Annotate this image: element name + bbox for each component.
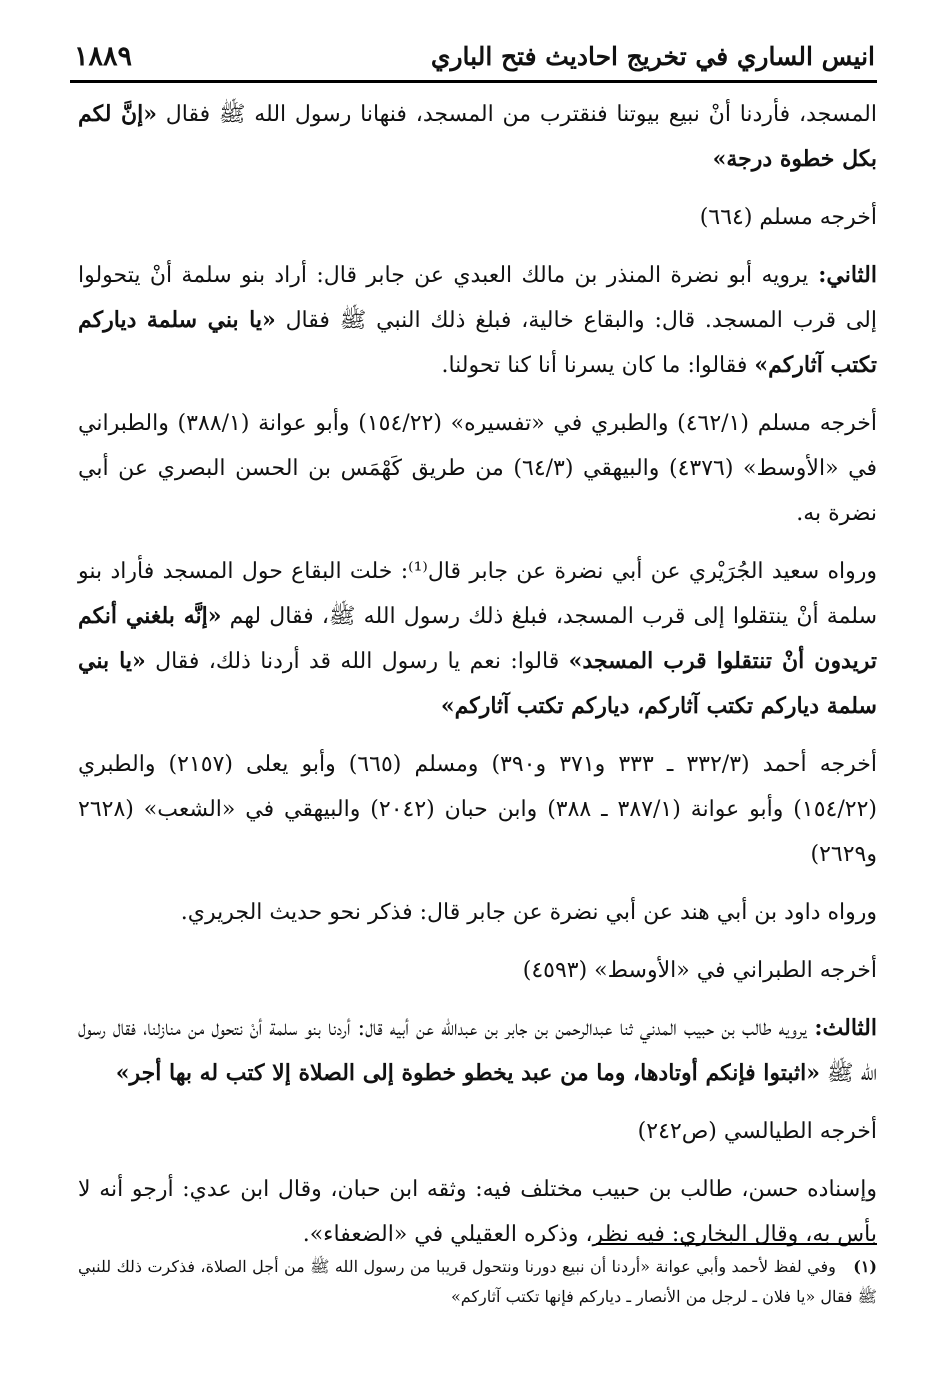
text-run: يرويه طالب بن حبيب المدني ثنا عبدالرحمن بن جابر بن عبدالله عن أبيه قال: أردنا بنو سلمة أنْ نتحول من منازلنا، فقال رسول الله ﷺ <box>78 1016 877 1086</box>
paragraph <box>78 253 877 388</box>
paragraph <box>78 195 877 240</box>
paragraph <box>78 948 877 993</box>
text-run: فقالوا: ما كان يسرنا أنا كنا تحولنا. <box>441 353 755 378</box>
bold-text-run: «اثبتوا فإنكم أوتادها، وما من عبد يخطو خطوة إلى الصلاة إلا كتب له بها أجر» <box>115 1060 820 1086</box>
paragraph <box>78 92 877 182</box>
text-run: قالوا: نعم يا رسول الله قد أردنا ذلك، فقال <box>145 649 569 674</box>
footnote-rule <box>596 1243 877 1245</box>
bold-text-run: الثاني: <box>808 262 877 288</box>
header-rule <box>70 80 877 83</box>
paragraph <box>78 1109 877 1154</box>
bold-text-run: الثالث: <box>806 1015 877 1041</box>
text-run: أخرجه مسلم (٦٦٤) <box>699 205 877 230</box>
text-run: أخرجه مسلم (٤٦٢/١) والطبري في «تفسيره» (١٥٤/٢٢) وأبو عوانة (٣٨٨/١) والطبراني في «الأوسط» (٤٣٧٦) والبيهقي (٦٤/٣) من طريق كَهْمَس بن الحسن البصري عن أبي نضرة به. <box>78 411 877 526</box>
footnote <box>78 1252 877 1312</box>
text-run: أخرجه أحمد (٣٣٢/٣ ـ ٣٣٣ و٣٧١ و٣٩٠) ومسلم (٦٦٥) وأبو يعلى (٢١٥٧) والطبري (١٥٤/٢٢) وأبو عوانة (٣٨٧/١ ـ ٣٨٨) وابن حبان (٢٠٤٢) والبيهقي في «الشعب» (٢٦٢٨ و٢٦٢٩) <box>78 752 877 867</box>
bold-text-run: «إنَّه بلغني أنكم تريدون أنْ تنتقلوا قرب المسجد» <box>78 603 877 674</box>
bold-text-run: «يا بني سلمة دياركم تكتب آثاركم، دياركم تكتب آثاركم» <box>78 648 877 719</box>
footnote-number: (١) <box>853 1257 877 1276</box>
text-run: أخرجه الطيالسي (ص٢٤٢) <box>637 1119 877 1144</box>
paragraph <box>78 742 877 877</box>
text-run: أخرجه الطبراني في «الأوسط» (٤٥٩٣) <box>522 958 877 983</box>
paragraph <box>78 890 877 935</box>
running-title: انيس الساري في تخريج احاديث فتح الباري <box>430 41 875 71</box>
running-header <box>74 36 875 76</box>
bold-text-run: «يا بني سلمة دياركم تكتب آثاركم» <box>78 307 877 378</box>
text-run: المسجد، فأردنا أنْ نبيع بيوتنا فنقترب من المسجد، فنهانا رسول الله ﷺ فقال <box>156 102 877 127</box>
page-number: ١٨٨٩ <box>74 40 133 72</box>
text-run: ورواه داود بن أبي هند عن أبي نضرة عن جابر قال: فذكر نحو حديث الجريري. <box>180 900 877 925</box>
text-run: ورواه سعيد الجُرَيْري عن أبي نضرة عن جابر قال⁽¹⁾: خلت البقاع حول المسجد فأراد بنو سلمة أنْ ينتقلوا إلى قرب المسجد، فبلغ ذلك رسول الله ﷺ، فقال لهم <box>78 559 877 629</box>
paragraph <box>78 549 877 729</box>
paragraph <box>78 401 877 536</box>
footnote-text: وفي لفظ لأحمد وأبي عوانة «أردنا أن نبيع دورنا ونتحول قريبا من رسول الله ﷺ من أجل الصلاة، فذكرت ذلك للنبي ﷺ فقال «يا فلان ـ لرجل من الأنصار ـ دياركم فإنها تكتب آثاركم» <box>78 1257 877 1306</box>
text-run: وإسناده حسن، طالب بن حبيب مختلف فيه: وثقه ابن حبان، وقال ابن عدي: أرجو أنه لا بأس به، وقال البخاري: فيه نظر، وذكره العقيلي في «الضعفاء». <box>78 1177 877 1247</box>
main-text <box>78 92 877 1270</box>
text-run: يرويه أبو نضرة المنذر بن مالك العبدي عن جابر قال: أراد بنو سلمة أنْ يتحولوا إلى قرب المسجد. قال: والبقاع خالية، فبلغ ذلك النبي ﷺ فقال <box>78 263 877 333</box>
paragraph <box>78 1006 877 1096</box>
bold-text-run: «إنَّ لكم بكل خطوة درجة» <box>78 101 877 172</box>
